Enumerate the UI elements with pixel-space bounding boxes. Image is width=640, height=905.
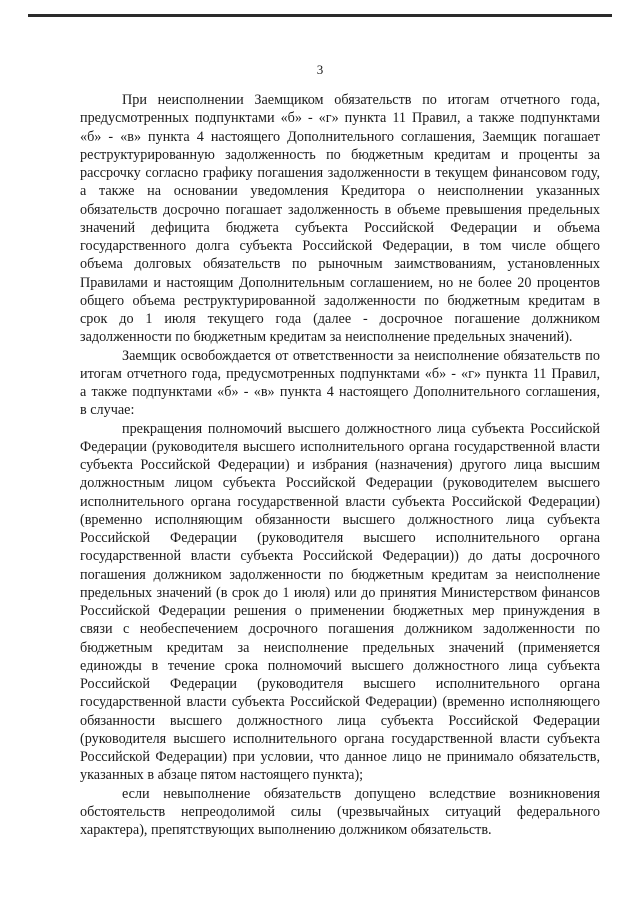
document-body bbox=[80, 91, 600, 839]
text-line: а также подпунктами «б» - «в» пункта 4 настоящего Дополнительного соглашения, bbox=[80, 384, 600, 400]
text-line: единожды в течение срока полномочий высшего должностного лица субъекта bbox=[80, 657, 600, 674]
text-line: должностным лицом субъекта Российской Федерации (руководителем высшего bbox=[80, 475, 600, 492]
text-line: предельных значений (в срок до 1 июля) или до принятия Министерством финансов bbox=[80, 584, 600, 601]
top-border-rule bbox=[28, 14, 612, 17]
text-line: исполнительного органа государственной власти субъекта Российской Федерации) bbox=[80, 493, 600, 510]
paragraph-2 bbox=[80, 347, 600, 420]
paragraph-4 bbox=[80, 785, 600, 840]
text-line: связи с необеспечением досрочного погашения должником задолженности по bbox=[80, 621, 600, 638]
text-line: Российской Федерации (руководителя высшего исполнительного органа bbox=[80, 676, 600, 692]
text-line: указанных в абзаце пятом настоящего пункта); bbox=[80, 767, 364, 784]
text-line: Правилами и настоящим Дополнительным соглашением, но не более 20 процентов bbox=[80, 274, 600, 291]
text-line: Российской Федерации решения о применении бюджетных мер принуждения в bbox=[80, 603, 600, 619]
paragraph-3 bbox=[80, 420, 600, 785]
text-line: бюджетным кредитам за неисполнение предельных значений (применяется bbox=[80, 639, 600, 656]
text-line: обязанности высшего должностного лица субъекта Российской Федерации bbox=[80, 712, 600, 729]
text-line: Российской Федерации) при условии, что данное лицо не принимало обязательств, bbox=[80, 749, 600, 765]
text-line: объема долговых обязательств по рыночным заимствованиям, установленных bbox=[80, 256, 600, 273]
text-line: предусмотренных подпунктами «б» - «г» пункта 11 Правил, а также подпунктами bbox=[80, 110, 600, 127]
text-line: срок до 1 июля текущего года (далее - досрочное погашение должником bbox=[80, 311, 600, 327]
text-line: значений дефицита бюджета субъекта Российской Федерации и объема bbox=[80, 219, 600, 236]
text-line: задолженности по бюджетным кредитам за неисполнение предельных значений). bbox=[80, 329, 573, 346]
text-line: государственной власти субъекта Российской Федерации) (временно исполняющего bbox=[80, 694, 600, 711]
text-line: в случае: bbox=[80, 402, 135, 419]
text-line: если невыполнение обязательств допущено вследствие возникновения bbox=[122, 785, 600, 802]
text-line: общего объема реструктурированной задолженности по бюджетным кредитам в bbox=[80, 292, 600, 309]
text-line: (руководителя высшего исполнительного органа государственной власти субъекта bbox=[80, 730, 600, 747]
text-line: а также на основании уведомления Кредитора о неисполнении указанных bbox=[80, 183, 600, 200]
text-line: рассрочку согласно графику погашения задолженности в текущем финансовом году, bbox=[80, 165, 600, 181]
text-line: субъекта Российской Федерации) и избрания (назначения) другого лица высшим bbox=[80, 457, 600, 473]
paragraph-1 bbox=[80, 91, 600, 347]
text-line: реструктурированную задолженность по бюджетным кредитам и проценты за bbox=[80, 146, 600, 163]
text-line: (временно исполняющим обязанности высшего должностного лица субъекта bbox=[80, 511, 600, 528]
page-number: 3 bbox=[316, 62, 324, 77]
text-line: Российской Федерации (руководителя высшего исполнительного органа bbox=[80, 530, 600, 546]
text-line: При неисполнении Заемщиком обязательств по итогам отчетного года, bbox=[122, 92, 600, 108]
text-line: обстоятельств непреодолимой силы (чрезвычайных ситуаций федерального bbox=[80, 803, 600, 820]
text-line: государственного долга субъекта Российской Федерации, в том числе общего bbox=[80, 238, 600, 254]
text-line: характера), препятствующих выполнению должником обязательств. bbox=[80, 822, 492, 838]
text-line: погашения должником задолженности по бюджетным кредитам за неисполнение bbox=[80, 566, 600, 583]
text-line: Федерации (руководителя высшего исполнительного органа государственной власти bbox=[80, 438, 600, 455]
text-line: прекращения полномочий высшего должностного лица субъекта Российской bbox=[122, 420, 600, 437]
text-line: «б» - «в» пункта 4 настоящего Дополнительного соглашения, Заемщик погашает bbox=[80, 128, 600, 145]
text-line: Заемщик освобождается от ответственности за неисполнение обязательств по bbox=[122, 347, 600, 364]
text-line: итогам отчетного года, предусмотренных подпунктами «б» - «г» пункта 11 Правил, bbox=[80, 365, 600, 382]
text-line: обязательств досрочно погашает задолженность в объеме превышения предельных bbox=[80, 201, 600, 218]
text-line: государственной власти субъекта Российской Федерации)) до даты досрочного bbox=[80, 548, 600, 565]
